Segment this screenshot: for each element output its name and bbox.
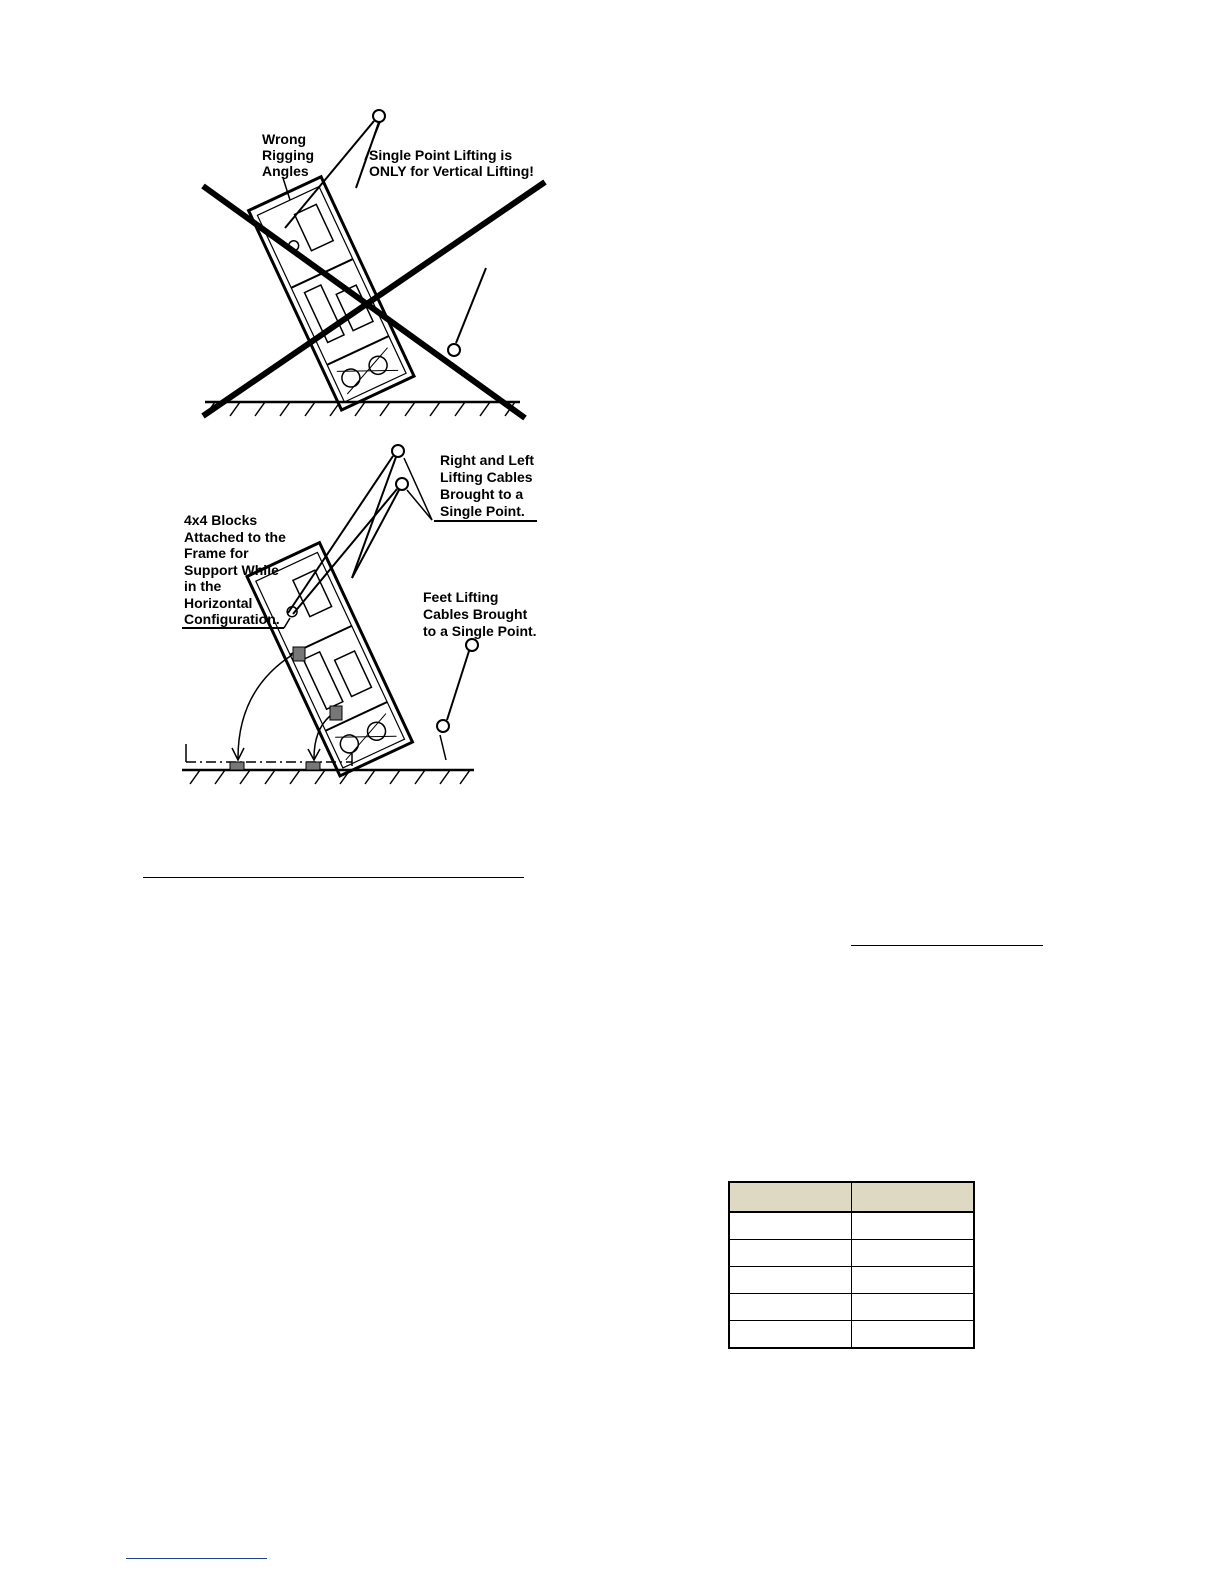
label-blocks-3: Frame for	[184, 545, 249, 561]
label-wrong-rigging-1: Wrong	[262, 131, 307, 147]
correct-rigging-labels	[184, 452, 537, 639]
label-single-point-2: ONLY for Vertical Lifting!	[369, 163, 534, 179]
section-rule-left	[143, 877, 524, 878]
label-single-point-1: Single Point Lifting is	[369, 147, 513, 163]
label-wrong-rigging-3: Angles	[262, 163, 309, 179]
table-cell	[729, 1294, 852, 1321]
label-blocks-7: Configuration.	[184, 611, 280, 627]
label-blocks-1: 4x4 Blocks	[184, 512, 258, 528]
table-cell	[729, 1240, 852, 1267]
table-header-row	[729, 1182, 974, 1212]
label-blocks-2: Attached to the	[184, 529, 286, 545]
table-header-cell	[729, 1182, 852, 1212]
table-cell	[729, 1267, 852, 1294]
label-blocks-5: in the	[184, 578, 222, 594]
table-cell	[852, 1321, 975, 1349]
table-row	[729, 1212, 974, 1240]
label-blocks-4: Support While	[184, 562, 279, 578]
table-row	[729, 1321, 974, 1349]
label-right-left-4: Single Point.	[440, 503, 525, 519]
label-right-left-2: Lifting Cables	[440, 469, 533, 485]
table-cell	[729, 1212, 852, 1240]
table-cell	[729, 1321, 852, 1349]
table-cell	[852, 1267, 975, 1294]
wrong-rigging-labels	[262, 131, 534, 179]
frame-top	[249, 177, 414, 410]
label-right-left-1: Right and Left	[440, 452, 535, 468]
label-feet-2: Cables Brought	[423, 606, 528, 622]
ground-hatch-bottom	[190, 770, 470, 784]
table-cell	[852, 1294, 975, 1321]
table-row	[729, 1267, 974, 1294]
footer-rule	[126, 1558, 267, 1559]
table-cell	[852, 1240, 975, 1267]
section-rule-right	[851, 945, 1043, 946]
table-row	[729, 1240, 974, 1267]
table-header-cell	[852, 1182, 975, 1212]
label-feet-3: to a Single Point.	[423, 623, 537, 639]
label-blocks-6: Horizontal	[184, 595, 253, 611]
label-wrong-rigging-2: Rigging	[262, 147, 315, 163]
spec-table	[728, 1181, 975, 1349]
ground-hatch-top	[205, 402, 515, 416]
label-right-left-3: Brought to a	[440, 486, 524, 502]
table-row	[729, 1294, 974, 1321]
label-feet-1: Feet Lifting	[423, 589, 499, 605]
table-cell	[852, 1212, 975, 1240]
